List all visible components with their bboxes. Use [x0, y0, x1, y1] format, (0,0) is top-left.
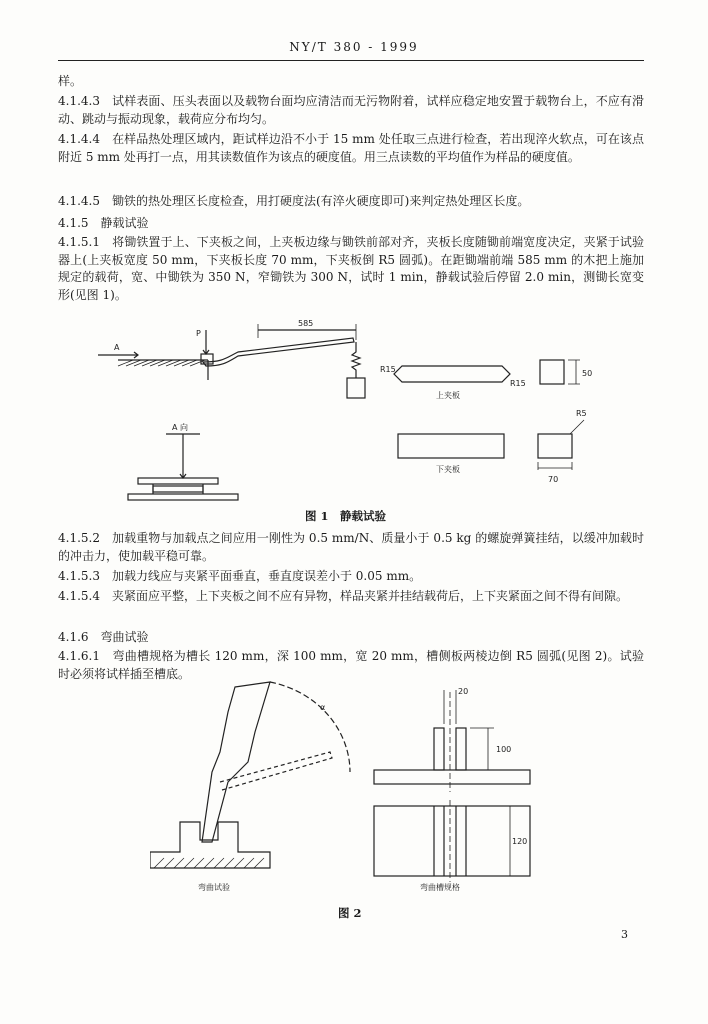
- standard-code: NY/T 380 - 1999: [289, 40, 419, 54]
- fig2-caption-right: 弯曲槽规格: [420, 883, 460, 892]
- fig2-label-alpha: α: [320, 703, 326, 712]
- figure-2-bending-test: [150, 672, 570, 892]
- section-heading-4-1-6: 4.1.6 弯曲试验: [58, 630, 149, 644]
- figure-1-caption: 图 1 静载试验: [305, 509, 387, 523]
- section-heading-4-1-5: 4.1.5 静载试验: [58, 216, 149, 230]
- fig1-label-lower-plate: 下夹板: [436, 465, 460, 474]
- fig1-label-R15a: R15: [380, 365, 396, 374]
- paragraph-4-1-6-1: 4.1.6.1 弯曲槽规格为槽长 120 mm，深 100 mm，宽 20 mm，槽侧板两棱边倒 R5 圆弧(见图 2)。试验时必须将试样插至槽底。: [58, 649, 644, 681]
- figure-1-static-load: [58, 310, 658, 510]
- header-rule: [58, 60, 644, 61]
- paragraph-4-1-4-4: 4.1.4.4 在样品热处理区域内，距试样边沿不小于 15 mm 处任取三点进行检查，若出现淬火软点，可在该点附近 5 mm 处再打一点，用其读数值作为该点的硬度值。用三点读数的平均值作为样品的硬度值。: [58, 132, 644, 164]
- fig1-label-A-view: A 向: [172, 423, 189, 432]
- paragraph-continuation: 样。: [58, 74, 83, 88]
- fig2-label-120: 120: [512, 837, 528, 846]
- paragraph-4-1-5-3: 4.1.5.3 加载力线应与夹紧平面垂直，垂直度误差小于 0.05 mm。: [58, 569, 422, 583]
- fig1-label-R15b: R15: [510, 379, 526, 388]
- paragraph-4-1-5-1: 4.1.5.1 将锄铁置于上、下夹板之间，上夹板边缘与锄铁前部对齐，夹板长度随锄前端宽度决定，夹紧于试验器上(上夹板宽度 50 mm，下夹板长度 70 mm，下夹板倒 R5 圆弧)。在距锄端前端 585 mm 的木把上施加规定的载荷，宽、中锄铁为 350 N，窄锄铁为 300 N，试时 1 min，静载试验后停留 2.0 min，测锄长宽变形(见图 1)。: [58, 235, 644, 302]
- fig2-label-20: 20: [458, 687, 469, 696]
- fig1-label-P: P: [196, 329, 201, 338]
- fig1-label-upper-plate: 上夹板: [436, 391, 460, 400]
- fig1-label-50: 50: [582, 369, 593, 378]
- fig1-label-585: 585: [298, 319, 314, 328]
- fig2-label-100: 100: [496, 745, 512, 754]
- paragraph-4-1-5-2: 4.1.5.2 加载重物与加载点之间应用一刚性为 0.5 mm/N、质量小于 0.5 kg 的螺旋弹簧挂结，以缓冲加载时的冲击力，使加载平稳可靠。: [58, 531, 644, 563]
- figure-2-title: 图 2: [338, 906, 362, 920]
- fig1-label-A: A: [114, 343, 120, 352]
- page-number: 3: [621, 928, 628, 941]
- paragraph-4-1-4-3: 4.1.4.3 试样表面、压头表面以及载物台面均应清洁而无污物附着，试样应稳定地安置于载物台上，不应有滑动、跳动与振动现象，载荷应分布均匀。: [58, 94, 644, 126]
- paragraph-4-1-4-5: 4.1.4.5 锄铁的热处理区长度检查，用打硬度法(有淬火硬度即可)来判定热处理区长度。: [58, 194, 530, 208]
- paragraph-4-1-5-4: 4.1.5.4 夹紧面应平整，上下夹板之间不应有异物，样品夹紧并挂结载荷后，上下夹紧面之间不得有间隙。: [58, 589, 628, 603]
- fig2-caption-left: 弯曲试验: [198, 883, 230, 892]
- fig1-label-R5: R5: [576, 409, 587, 418]
- fig1-label-70: 70: [548, 475, 559, 484]
